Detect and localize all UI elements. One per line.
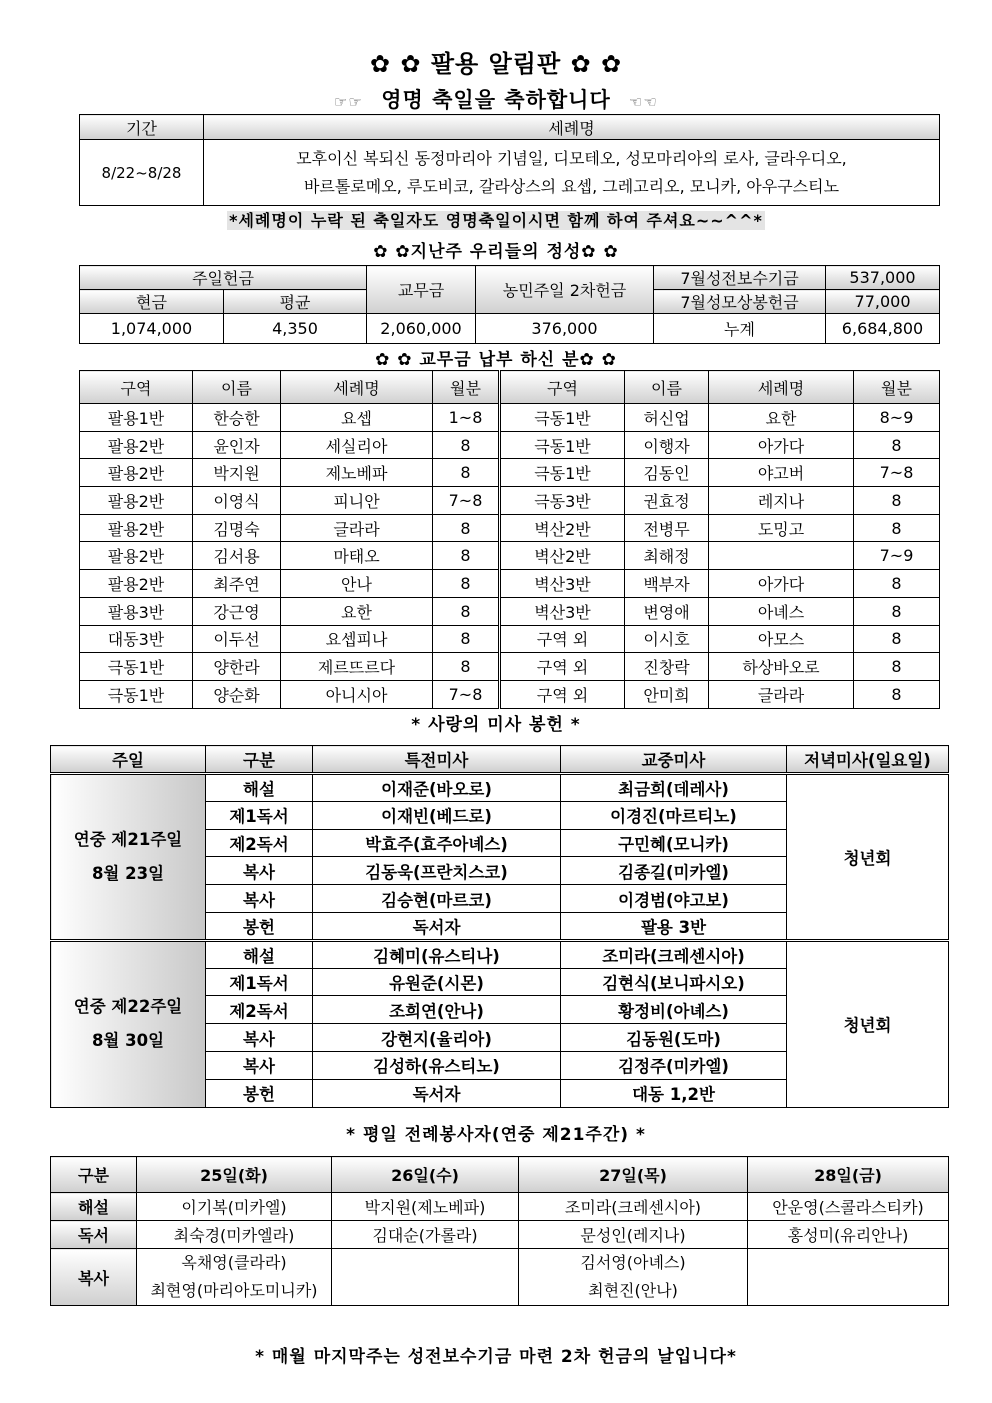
weekday-title: * 평일 전례봉사자(연중 제21주간) * xyxy=(346,1125,646,1145)
dues-cell: 이행자 xyxy=(625,431,709,459)
dues-cell: 8 xyxy=(433,431,500,459)
feast-note xyxy=(0,208,992,231)
week-cell xyxy=(51,774,206,941)
dues-cell: 팔용3반 xyxy=(80,597,193,625)
dues-cell: 8 xyxy=(433,625,500,653)
header-name: 이름 xyxy=(193,371,281,404)
dues-cell: 8 xyxy=(854,653,940,681)
main-mass-cell: 조미라(크레센시아) xyxy=(561,940,787,968)
main-mass-cell: 이경범(야고보) xyxy=(561,885,787,913)
role-cell: 제2독서 xyxy=(206,996,313,1024)
dues-cell: 8 xyxy=(854,625,940,653)
main-mass-cell: 황정비(아녜스) xyxy=(561,996,787,1024)
dues-cell: 제노베파 xyxy=(281,459,433,487)
role-cell: 복사 xyxy=(206,885,313,913)
cell-value xyxy=(748,1249,949,1306)
header-vigil-mass: 특전미사 xyxy=(313,746,561,774)
dues-cell: 극동3반 xyxy=(500,487,625,515)
vigil-mass-cell: 김동욱(프란치스코) xyxy=(313,857,561,885)
vigil-mass-cell: 박효주(효주아녜스) xyxy=(313,829,561,857)
week-name: 연중 제21주일 xyxy=(73,829,183,849)
dues-cell: 8~9 xyxy=(854,404,940,432)
feast-note-text: *세례명이 누락 된 축일자도 영명축일이시면 함께 하여 주셔요~~^^* xyxy=(229,211,763,230)
dues-cell: 이두선 xyxy=(193,625,281,653)
dues-row xyxy=(80,459,940,487)
header-baptismal-name: 세례명 xyxy=(709,371,854,404)
header-role: 구분 xyxy=(206,746,313,774)
dues-cell: 1~8 xyxy=(433,404,500,432)
cell-value: 안운영(스콜라스티카) xyxy=(748,1193,949,1221)
dues-cell: 아녜스 xyxy=(709,597,854,625)
dues-cell: 피니안 xyxy=(281,487,433,515)
dues-cell: 7~9 xyxy=(854,542,940,570)
vigil-mass-cell: 유원준(시몬) xyxy=(313,968,561,996)
main-mass-cell: 이경진(마르티노) xyxy=(561,801,787,829)
dues-cell: 8 xyxy=(854,514,940,542)
cell-value: 조미라(크레센시아) xyxy=(519,1193,748,1221)
feast-names-line-1: 모후이신 복되신 동정마리아 기념일, 디모테오, 성모마리아의 로사, 글라우디오, xyxy=(296,148,847,168)
main-mass-cell: 대동 1,2반 xyxy=(561,1079,787,1107)
header-months: 월분 xyxy=(854,371,940,404)
dues-cell: 아니시아 xyxy=(281,680,433,708)
dues-cell xyxy=(709,542,854,570)
feast-table xyxy=(79,114,940,206)
main-mass-cell: 김동원(도마) xyxy=(561,1024,787,1052)
dues-cell: 8 xyxy=(433,653,500,681)
page-title: ✿ ✿ 팔용 알림판 ✿ ✿ xyxy=(369,50,623,78)
dues-cell: 야고버 xyxy=(709,459,854,487)
dues-cell: 강근영 xyxy=(193,597,281,625)
dues-cell: 최주연 xyxy=(193,570,281,598)
mass-table xyxy=(50,745,949,1108)
role-cell: 제1독서 xyxy=(206,968,313,996)
pointing-hand-icon: ☞☞ xyxy=(334,93,363,111)
header-sunday: 주일 xyxy=(51,746,206,774)
dues-cell: 8 xyxy=(433,542,500,570)
dues-cell: 안나 xyxy=(281,570,433,598)
header-name: 이름 xyxy=(625,371,709,404)
average-value: 4,350 xyxy=(224,314,367,344)
cumulative-value: 6,684,800 xyxy=(826,314,940,344)
dues-cell: 팔용2반 xyxy=(80,431,193,459)
role-cell: 복사 xyxy=(206,857,313,885)
dues-table xyxy=(79,370,940,709)
header-baptismal-name: 세례명 xyxy=(281,371,433,404)
role-cell: 해설 xyxy=(206,774,313,802)
dues-cell: 극동1반 xyxy=(80,653,193,681)
cell-value: 김대순(가롤라) xyxy=(332,1221,519,1249)
dues-cell: 허신업 xyxy=(625,404,709,432)
main-mass-cell: 최금희(데레사) xyxy=(561,774,787,802)
main-mass-cell: 김종길(미카엘) xyxy=(561,857,787,885)
feast-subtitle-text: 영명 축일을 축하합니다 xyxy=(381,88,611,112)
dues-cell: 8 xyxy=(433,597,500,625)
dues-cell: 안미희 xyxy=(625,680,709,708)
header-tuesday: 25일(화) xyxy=(137,1157,332,1193)
dues-cell: 이시호 xyxy=(625,625,709,653)
footer-note: * 매월 마지막주는 성전보수기금 마련 2차 헌금의 날입니다* xyxy=(255,1347,737,1367)
mass-row xyxy=(51,940,949,968)
evening-mass-cell: 청년회 xyxy=(787,774,949,941)
commentary-row xyxy=(51,1193,949,1221)
header-district: 구역 xyxy=(500,371,625,404)
feast-period: 8/22~8/28 xyxy=(80,140,204,206)
header-average: 평균 xyxy=(224,290,367,314)
dues-cell: 아가다 xyxy=(709,570,854,598)
dues-cell: 전병무 xyxy=(625,514,709,542)
dues-cell: 하상바오로 xyxy=(709,653,854,681)
school-fee-value: 2,060,000 xyxy=(367,314,476,344)
server-name: 최현영(마리아도미니카) xyxy=(150,1281,318,1300)
vigil-mass-cell: 독서자 xyxy=(313,912,561,940)
dues-cell: 벽산3반 xyxy=(500,570,625,598)
header-cash: 현금 xyxy=(80,290,224,314)
header-school-fee: 교무금 xyxy=(367,266,476,314)
server-name: 최현진(안나) xyxy=(588,1281,678,1300)
dues-cell: 팔용1반 xyxy=(80,404,193,432)
mass-title: * 사랑의 미사 봉헌 * xyxy=(411,715,581,735)
dues-cell: 한승한 xyxy=(193,404,281,432)
dues-cell: 8 xyxy=(433,459,500,487)
week-date: 8월 23일 xyxy=(91,863,165,883)
cell-value xyxy=(332,1249,519,1306)
pointing-hand-icon: ☜☜ xyxy=(629,93,658,111)
cell-value: 홍성미(유리안나) xyxy=(748,1221,949,1249)
dues-cell: 구역 외 xyxy=(500,653,625,681)
header-district: 구역 xyxy=(80,371,193,404)
cell-value xyxy=(519,1249,748,1306)
dues-cell: 8 xyxy=(854,570,940,598)
main-mass-cell: 팔용 3반 xyxy=(561,912,787,940)
dues-cell: 팔용2반 xyxy=(80,570,193,598)
offering-table xyxy=(79,265,940,344)
dues-cell: 마태오 xyxy=(281,542,433,570)
dues-cell: 진창락 xyxy=(625,653,709,681)
dues-cell: 김동인 xyxy=(625,459,709,487)
dues-cell: 변영애 xyxy=(625,597,709,625)
dues-title: ✿ ✿ 교무금 납부 하신 분✿ ✿ xyxy=(375,350,617,370)
header-friday: 28일(금) xyxy=(748,1157,949,1193)
dues-row xyxy=(80,487,940,515)
farmers-sunday-value: 376,000 xyxy=(476,314,654,344)
dues-cell: 팔용2반 xyxy=(80,459,193,487)
weekday-table xyxy=(50,1156,949,1306)
row-label: 독서 xyxy=(51,1221,137,1249)
cumulative-label: 누계 xyxy=(654,314,826,344)
header-months: 월분 xyxy=(433,371,500,404)
dues-row xyxy=(80,404,940,432)
dues-cell: 양한라 xyxy=(193,653,281,681)
dues-cell: 요셉 xyxy=(281,404,433,432)
feast-names xyxy=(204,140,940,206)
dues-row xyxy=(80,653,940,681)
cell-value: 이기복(미카엘) xyxy=(137,1193,332,1221)
dues-cell: 8 xyxy=(433,570,500,598)
dues-cell: 벽산2반 xyxy=(500,542,625,570)
dues-cell: 극동1반 xyxy=(500,459,625,487)
role-cell: 해설 xyxy=(206,940,313,968)
header-statue-offering: 7월성모상봉헌금 xyxy=(654,290,826,314)
main-mass-cell: 구민혜(모니카) xyxy=(561,829,787,857)
role-cell: 복사 xyxy=(206,1051,313,1079)
header-baptismal-name: 세례명 xyxy=(204,115,940,140)
role-cell: 제1독서 xyxy=(206,801,313,829)
cell-value: 문성인(레지나) xyxy=(519,1221,748,1249)
dues-cell: 최해정 xyxy=(625,542,709,570)
vigil-mass-cell: 김성하(유스티노) xyxy=(313,1051,561,1079)
dues-cell: 글라라 xyxy=(709,680,854,708)
header-role: 구분 xyxy=(51,1157,137,1193)
server-name: 옥채영(클라라) xyxy=(181,1253,287,1272)
dues-cell: 7~8 xyxy=(433,487,500,515)
dues-cell: 세실리아 xyxy=(281,431,433,459)
main-mass-cell: 김정주(미카엘) xyxy=(561,1051,787,1079)
week-name: 연중 제22주일 xyxy=(73,997,183,1017)
dues-cell: 요한 xyxy=(709,404,854,432)
dues-cell: 요한 xyxy=(281,597,433,625)
dues-cell: 8 xyxy=(854,487,940,515)
feast-subtitle xyxy=(0,84,992,114)
server-row xyxy=(51,1249,949,1306)
server-name: 김서영(아녜스) xyxy=(580,1253,686,1272)
week-date: 8월 30일 xyxy=(91,1031,165,1051)
dues-cell: 대동3반 xyxy=(80,625,193,653)
dues-row xyxy=(80,680,940,708)
dues-cell: 8 xyxy=(433,514,500,542)
vigil-mass-cell: 조희연(안나) xyxy=(313,996,561,1024)
header-sunday-offering: 주일헌금 xyxy=(80,266,367,290)
statue-offering-value: 77,000 xyxy=(826,290,940,314)
dues-cell: 벽산2반 xyxy=(500,514,625,542)
dues-row xyxy=(80,597,940,625)
dues-cell: 김명숙 xyxy=(193,514,281,542)
row-label: 복사 xyxy=(51,1249,137,1306)
cell-value: 최숙경(미카엘라) xyxy=(137,1221,332,1249)
vigil-mass-cell: 김승현(마르코) xyxy=(313,885,561,913)
cell-value: 박지원(제노베파) xyxy=(332,1193,519,1221)
vigil-mass-cell: 이재준(바오로) xyxy=(313,774,561,802)
dues-cell: 극동1반 xyxy=(80,680,193,708)
header-evening-mass: 저녁미사(일요일) xyxy=(787,746,949,774)
dues-row xyxy=(80,542,940,570)
vigil-mass-cell: 강현지(율리아) xyxy=(313,1024,561,1052)
role-cell: 복사 xyxy=(206,1024,313,1052)
cell-value xyxy=(137,1249,332,1306)
dues-cell: 팔용2반 xyxy=(80,514,193,542)
dues-cell: 7~8 xyxy=(433,680,500,708)
header-thursday: 27일(목) xyxy=(519,1157,748,1193)
dues-cell: 극동1반 xyxy=(500,431,625,459)
dues-cell: 백부자 xyxy=(625,570,709,598)
dues-cell: 벽산3반 xyxy=(500,597,625,625)
week-cell xyxy=(51,940,206,1107)
dues-cell: 팔용2반 xyxy=(80,487,193,515)
header-main-mass: 교중미사 xyxy=(561,746,787,774)
dues-header-row xyxy=(80,371,940,404)
dues-cell: 7~8 xyxy=(854,459,940,487)
header-farmers-sunday: 농민주일 2차헌금 xyxy=(476,266,654,314)
dues-cell: 팔용2반 xyxy=(80,542,193,570)
dues-cell: 아가다 xyxy=(709,431,854,459)
reading-row xyxy=(51,1221,949,1249)
role-cell: 제2독서 xyxy=(206,829,313,857)
repair-fund-value: 537,000 xyxy=(826,266,940,290)
dues-cell: 이영식 xyxy=(193,487,281,515)
dues-cell: 아모스 xyxy=(709,625,854,653)
dues-cell: 박지원 xyxy=(193,459,281,487)
vigil-mass-cell: 이재빈(베드로) xyxy=(313,801,561,829)
dues-cell: 글라라 xyxy=(281,514,433,542)
dues-cell: 8 xyxy=(854,597,940,625)
dues-row xyxy=(80,431,940,459)
dues-cell: 구역 외 xyxy=(500,680,625,708)
dues-cell: 권효정 xyxy=(625,487,709,515)
dues-cell: 레지나 xyxy=(709,487,854,515)
dues-cell: 8 xyxy=(854,680,940,708)
cash-value: 1,074,000 xyxy=(80,314,224,344)
dues-cell: 김서용 xyxy=(193,542,281,570)
header-period: 기간 xyxy=(80,115,204,140)
mass-row xyxy=(51,774,949,802)
role-cell: 봉헌 xyxy=(206,1079,313,1107)
dues-row xyxy=(80,570,940,598)
dues-cell: 극동1반 xyxy=(500,404,625,432)
header-wednesday: 26일(수) xyxy=(332,1157,519,1193)
dues-cell: 도밍고 xyxy=(709,514,854,542)
evening-mass-cell: 청년회 xyxy=(787,940,949,1107)
row-label: 해설 xyxy=(51,1193,137,1221)
dues-cell: 8 xyxy=(854,431,940,459)
dues-cell: 윤인자 xyxy=(193,431,281,459)
vigil-mass-cell: 김혜미(유스티나) xyxy=(313,940,561,968)
role-cell: 봉헌 xyxy=(206,912,313,940)
main-mass-cell: 김현식(보니파시오) xyxy=(561,968,787,996)
dues-cell: 제르뜨르다 xyxy=(281,653,433,681)
offering-title: ✿ ✿지난주 우리들의 정성✿ ✿ xyxy=(373,242,619,262)
dues-cell: 요셉피나 xyxy=(281,625,433,653)
dues-cell: 양순화 xyxy=(193,680,281,708)
dues-row xyxy=(80,625,940,653)
vigil-mass-cell: 독서자 xyxy=(313,1079,561,1107)
dues-cell: 구역 외 xyxy=(500,625,625,653)
header-repair-fund: 7월성전보수기금 xyxy=(654,266,826,290)
dues-row xyxy=(80,514,940,542)
feast-names-line-2: 바르톨로메오, 루도비코, 갈라상스의 요셉, 그레고리오, 모니카, 아우구스티노 xyxy=(303,176,840,196)
